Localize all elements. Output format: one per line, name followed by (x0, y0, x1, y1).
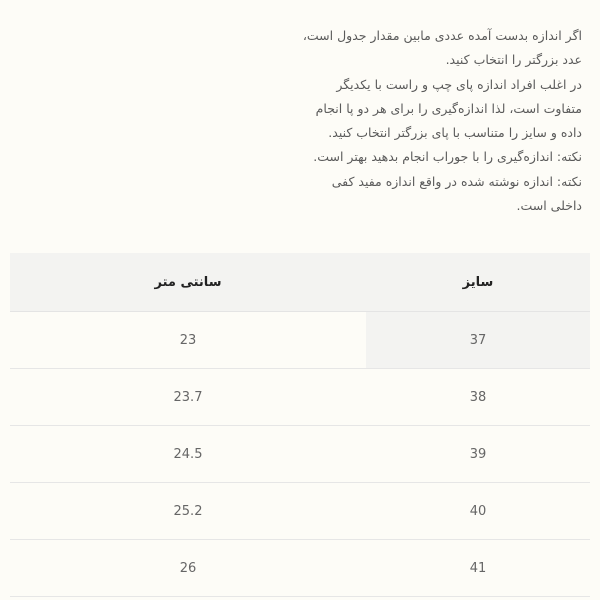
instruction-line: در اغلب افراد اندازه پای چپ و راست با یکدیگر (336, 76, 582, 92)
table-row (10, 540, 590, 597)
instruction-line: اگر اندازه بدست آمده عددی مابین مقدار جدول است، (302, 28, 582, 43)
instruction-line: داخلی است. (516, 198, 582, 214)
table-header-row (10, 253, 590, 312)
cell-cm: 25.2 (10, 483, 366, 540)
cell-cm: 23 (10, 312, 366, 369)
table-row (10, 483, 590, 540)
instruction-line: نکته: اندازه نوشته شده در واقع اندازه مفید کفی (331, 173, 582, 189)
header-size: سایز (366, 253, 590, 312)
table-row (10, 426, 590, 483)
instruction-line: عدد بزرگتر را انتخاب کنید. (445, 52, 582, 68)
cell-size: 39 (366, 426, 590, 483)
cell-cm: 23.7 (10, 369, 366, 426)
header-cm: سانتی متر (10, 253, 366, 312)
instruction-line: متفاوت است، لذا اندازه‌گیری را برای هر دو پا انجام (315, 100, 582, 116)
size-table (10, 253, 590, 597)
cell-size: 41 (366, 540, 590, 597)
cell-size: 40 (366, 483, 590, 540)
cell-cm: 24.5 (10, 426, 366, 483)
table-row (10, 369, 590, 426)
cell-size: 38 (366, 369, 590, 426)
cell-cm: 26 (10, 540, 366, 597)
table-row (10, 312, 590, 369)
instruction-line: داده و سایز را متناسب با پای بزرگتر انتخاب کنید. (328, 125, 582, 141)
cell-size: 37 (366, 312, 590, 369)
size-instructions (252, 24, 582, 218)
instruction-line: نکته: اندازه‌گیری را با جوراب انجام بدهید بهتر است. (313, 149, 582, 165)
